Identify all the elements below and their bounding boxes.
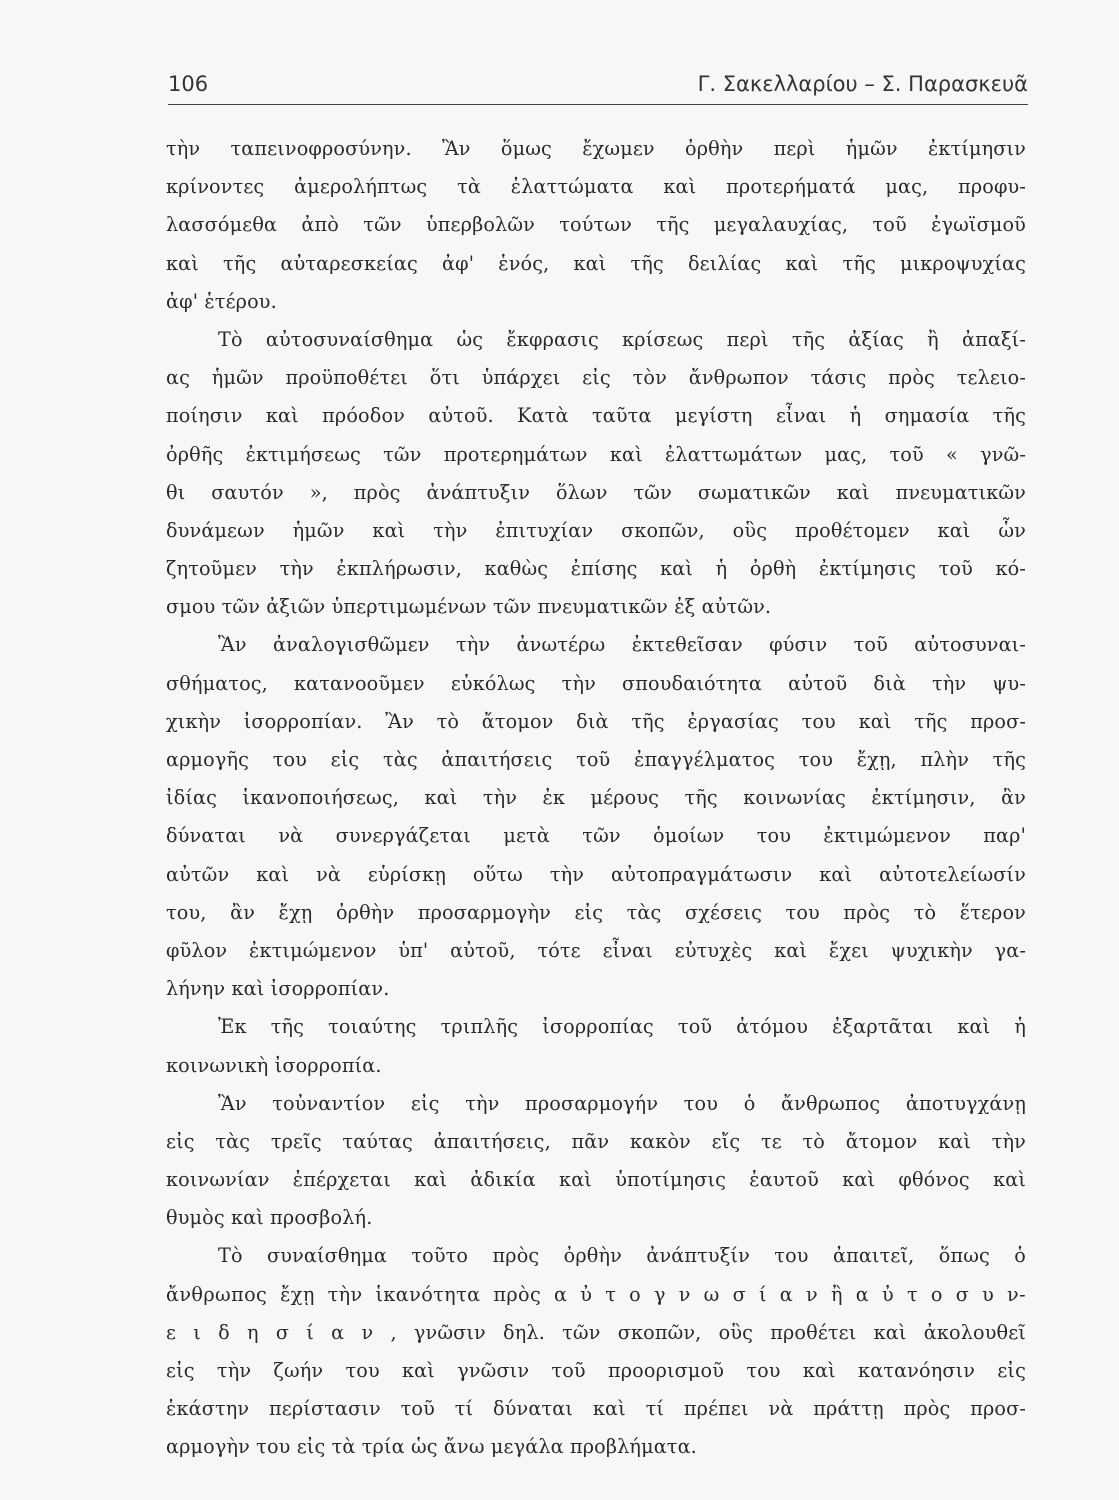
text-line: ἀφ' ἑτέρου. [166,289,277,313]
text-line: κρίνοντες ἀμερολήπτως τὰ ἐλαττώματα καὶ προτερήματά μας, προφυ- [166,175,1026,199]
text-line: ἄνθρωπος ἔχῃ τὴν ἱκανότητα πρὸς α ὐ τ ο γ ν ω σ ί α ν ἢ α ὐ τ ο σ υ ν- [166,1282,1026,1306]
text-line: ἑκάστην περίστασιν τοῦ τί δύναται καὶ τί πρέπει νὰ πράττῃ πρὸς προσ- [166,1397,1026,1421]
text-line: Τὸ αὐτοσυναίσθημα ὡς ἔκφρασις κρίσεως περὶ τῆς ἀξίας ἢ ἀπαξί- [218,327,1026,351]
text-line: ζητοῦμεν τὴν ἐκπλήρωσιν, καθὼς ἐπίσης καὶ ἡ ὀρθὴ ἐκτίμησις τοῦ κό- [166,557,1026,581]
text-line: του, ἂν ἔχῃ ὀρθὴν προσαρμογὴν εἰς τὰς σχέσεις του πρὸς τὸ ἕτερον [166,900,1026,924]
text-line: αρμογὴν του εἰς τὰ τρία ὡς ἄνω μεγάλα προβλήματα. [166,1435,697,1459]
text-line: αρμογῆς του εἰς τὰς ἀπαιτήσεις τοῦ ἐπαγγέλματος του ἔχῃ, πλὴν τῆς [166,748,1026,771]
text-line: φῦλον ἐκτιμώμενον ὑπ' αὐτοῦ, τότε εἶναι εὐτυχὲς καὶ ἔχει ψυχικὴν γα- [166,938,1026,962]
text-line: δύναται νὰ συνεργάζεται μετὰ τῶν ὁμοίων του ἐκτιμώμενον παρ' [166,824,1026,848]
text-line: τὴν ταπεινοφροσύνην. Ἂν ὅμως ἔχωμεν ὀρθὴν περὶ ἡμῶν ἐκτίμησιν [166,137,1026,160]
text-line: ε ι δ η σ ί α ν , γνῶσιν δηλ. τῶν σκοπῶν, οὓς προθέτει καὶ ἀκολουθεῖ [166,1320,1026,1344]
text-line: Τὸ συναίσθημα τοῦτο πρὸς ὀρθὴν ἀνάπτυξίν του ἀπαιτεῖ, ὅπως ὁ [218,1244,1026,1268]
text-line: λήνην καὶ ἰσορροπίαν. [166,977,390,1001]
text-line: καὶ τῆς αὐταρεσκείας ἀφ' ἑνός, καὶ τῆς δειλίας καὶ τῆς μικροψυχίας [166,251,1026,275]
text-line: λασσόμεθα ἀπὸ τῶν ὑπερβολῶν τούτων τῆς μεγαλαυχίας, τοῦ ἐγωϊσμοῦ [166,213,1026,237]
text-line: σθήματος, κατανοοῦμεν εὐκόλως τὴν σπουδαιότητα αὐτοῦ διὰ τὴν ψυ- [166,671,1026,695]
text-line: εἰς τὰς τρεῖς ταύτας ἀπαιτήσεις, πᾶν κακὸν εἴς τε τὸ ἄτομον καὶ τὴν [166,1129,1026,1153]
text-line: θι σαυτόν », πρὸς ἀνάπτυξιν ὅλων τῶν σωματικῶν καὶ πνευματικῶν [166,480,1026,504]
text-line: εἰς τὴν ζωήν του καὶ γνῶσιν τοῦ προορισμοῦ του καὶ κατανόησιν εἰς [166,1359,1026,1382]
text-line: Ἐκ τῆς τοιαύτης τριπλῆς ἰσορροπίας τοῦ ἀτόμου ἐξαρτᾶται καὶ ἡ [218,1015,1026,1039]
text-line: σμου τῶν ἀξιῶν ὑπερτιμωμένων τῶν πνευματικῶν ἐξ αὐτῶν. [166,595,772,619]
text-line: Ἂν τοὐναντίον εἰς τὴν προσαρμογήν του ὁ ἄνθρωπος ἀποτυγχάνῃ [218,1091,1026,1115]
text-line: αὐτῶν καὶ νὰ εὑρίσκῃ οὕτω τὴν αὐτοπραγμάτωσιν καὶ αὐτοτελείωσίν [166,862,1026,886]
page-header [168,72,1028,105]
text-line: ἰδίας ἱκανοποιήσεως, καὶ τὴν ἐκ μέρους τῆς κοινωνίας ἐκτίμησιν, ἂν [166,786,1026,810]
text-line: κοινωνικὴ ἰσορροπία. [166,1053,382,1077]
page-number: 106 [168,72,209,96]
text-line: θυμὸς καὶ προσβολή. [166,1206,373,1230]
running-head: Γ. Σακελλαρίου – Σ. Παρασκευᾶ [697,72,1028,96]
text-line: Ἂν ἀναλογισθῶμεν τὴν ἀνωτέρω ἐκτεθεῖσαν φύσιν τοῦ αὐτοσυναι- [218,633,1026,657]
body-text [166,130,1026,1467]
text-line: κοινωνίαν ἐπέρχεται καὶ ἀδικία καὶ ὑποτίμησις ἑαυτοῦ καὶ φθόνος καὶ [166,1168,1026,1192]
text-line: ποίησιν καὶ πρόοδον αὐτοῦ. Κατὰ ταῦτα μεγίστη εἶναι ἡ σημασία τῆς [166,404,1026,428]
text-line: χικὴν ἰσορροπίαν. Ἂν τὸ ἄτομον διὰ τῆς ἐργασίας του καὶ τῆς προσ- [166,709,1026,733]
text-line: δυνάμεων ἡμῶν καὶ τὴν ἐπιτυχίαν σκοπῶν, οὓς προθέτομεν καὶ ὧν [166,518,1026,542]
text-line: ὀρθῆς ἐκτιμήσεως τῶν προτερημάτων καὶ ἐλαττωμάτων μας, τοῦ « γνῶ- [166,442,1026,466]
text-line: ας ἡμῶν προϋποθέτει ὅτι ὑπάρχει εἰς τὸν ἄνθρωπον τάσις πρὸς τελειο- [166,366,1026,390]
